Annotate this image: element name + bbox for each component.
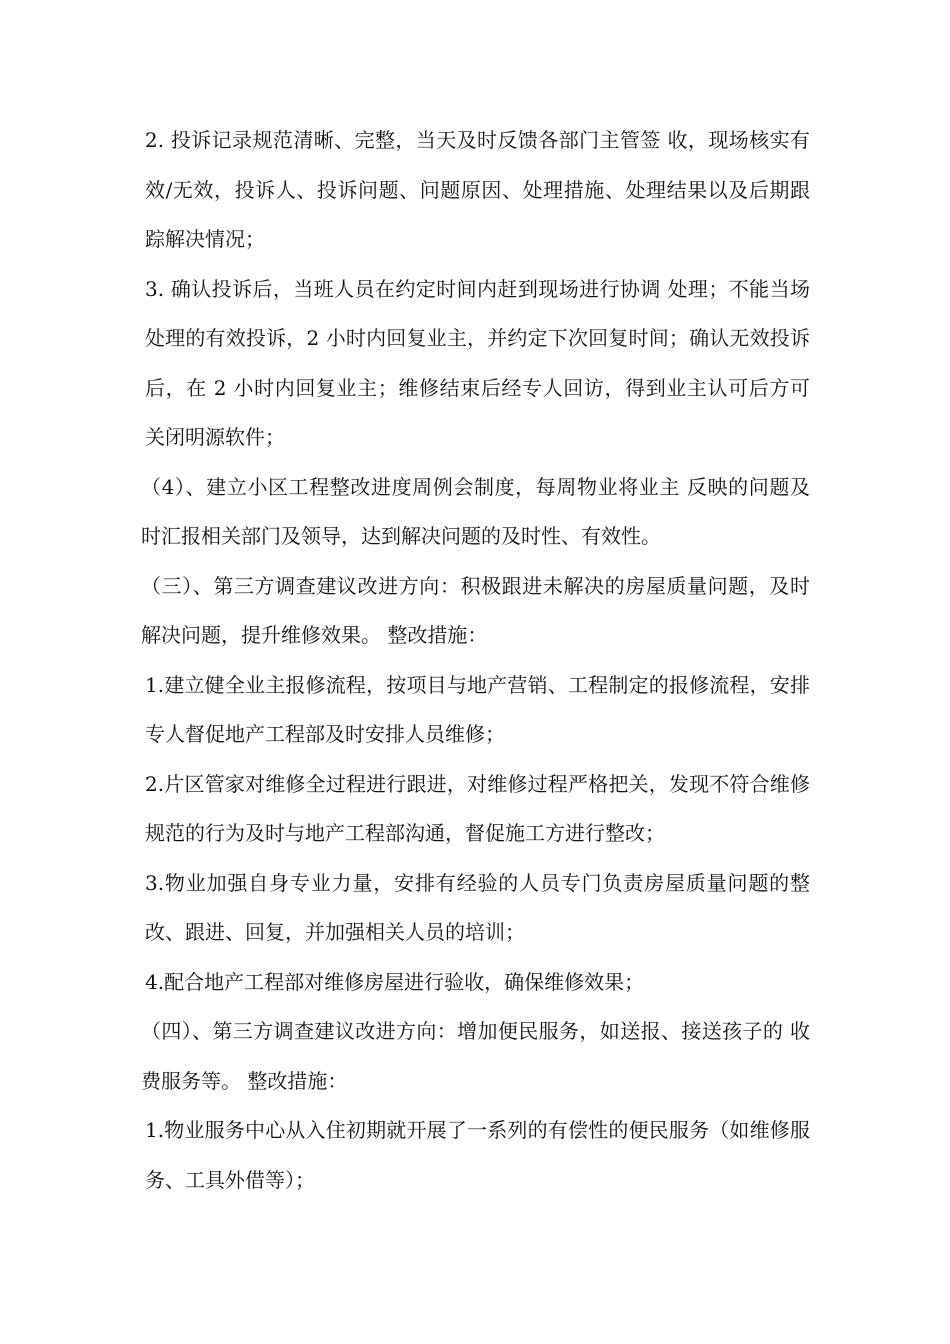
- paragraph-repair-process: 1.建立健全业主报修流程，按项目与地产营销、工程制定的报修流程，安排专人督促地产工程部及时安排人员维修；: [145, 672, 810, 746]
- paragraph-steward-followup: 2.片区管家对维修全过程进行跟进，对维修过程严格把关，发现不符合维修规范的行为及时与地产工程部沟通，督促施工方进行整改；: [145, 771, 810, 845]
- paragraph-section-four-heading: （四）、第三方调查建议改进方向：增加便民服务，如送报、接送孩子的 收费服务等。 整改措施：: [141, 1019, 810, 1093]
- paragraph-convenience-services: 1.物业服务中心从入住初期就开展了一系列的有偿性的便民服务（如维修服务、工具外借等）；: [145, 1118, 810, 1192]
- paragraph-section-three-heading: （三）、第三方调查建议改进方向：积极跟进未解决的房屋质量问题，及时解决问题，提升维修效果。 整改措施：: [141, 573, 810, 647]
- paragraph-acceptance: 4.配合地产工程部对维修房屋进行验收，确保维修效果；: [145, 969, 645, 994]
- paragraph-weekly-meeting: （4）、建立小区工程整改进度周例会制度，每周物业将业主 反映的问题及时汇报相关部门及领导，达到解决问题的及时性、有效性。: [141, 474, 810, 548]
- paragraph-complaint-confirm: 3. 确认投诉后，当班人员在约定时间内赶到现场进行协调 处理；不能当场处理的有效投诉，2 小时内回复业主，并约定下次回复时间；确认无效投诉后，在 2 小时内回复业主；维修结束后经专人回访，得到业主认可后方可关闭明源软件；: [145, 276, 810, 449]
- paragraph-professional-strength: 3.物业加强自身专业力量，安排有经验的人员专门负责房屋质量问题的整改、跟进、回复，并加强相关人员的培训；: [145, 870, 810, 944]
- paragraph-complaint-record: 2. 投诉记录规范清晰、完整，当天及时反馈各部门主管签 收，现场核实有效/无效，投诉人、投诉问题、问题原因、处理措施、处理结果以及后期跟踪解决情况；: [145, 128, 810, 251]
- document-body: [141, 116, 810, 1205]
